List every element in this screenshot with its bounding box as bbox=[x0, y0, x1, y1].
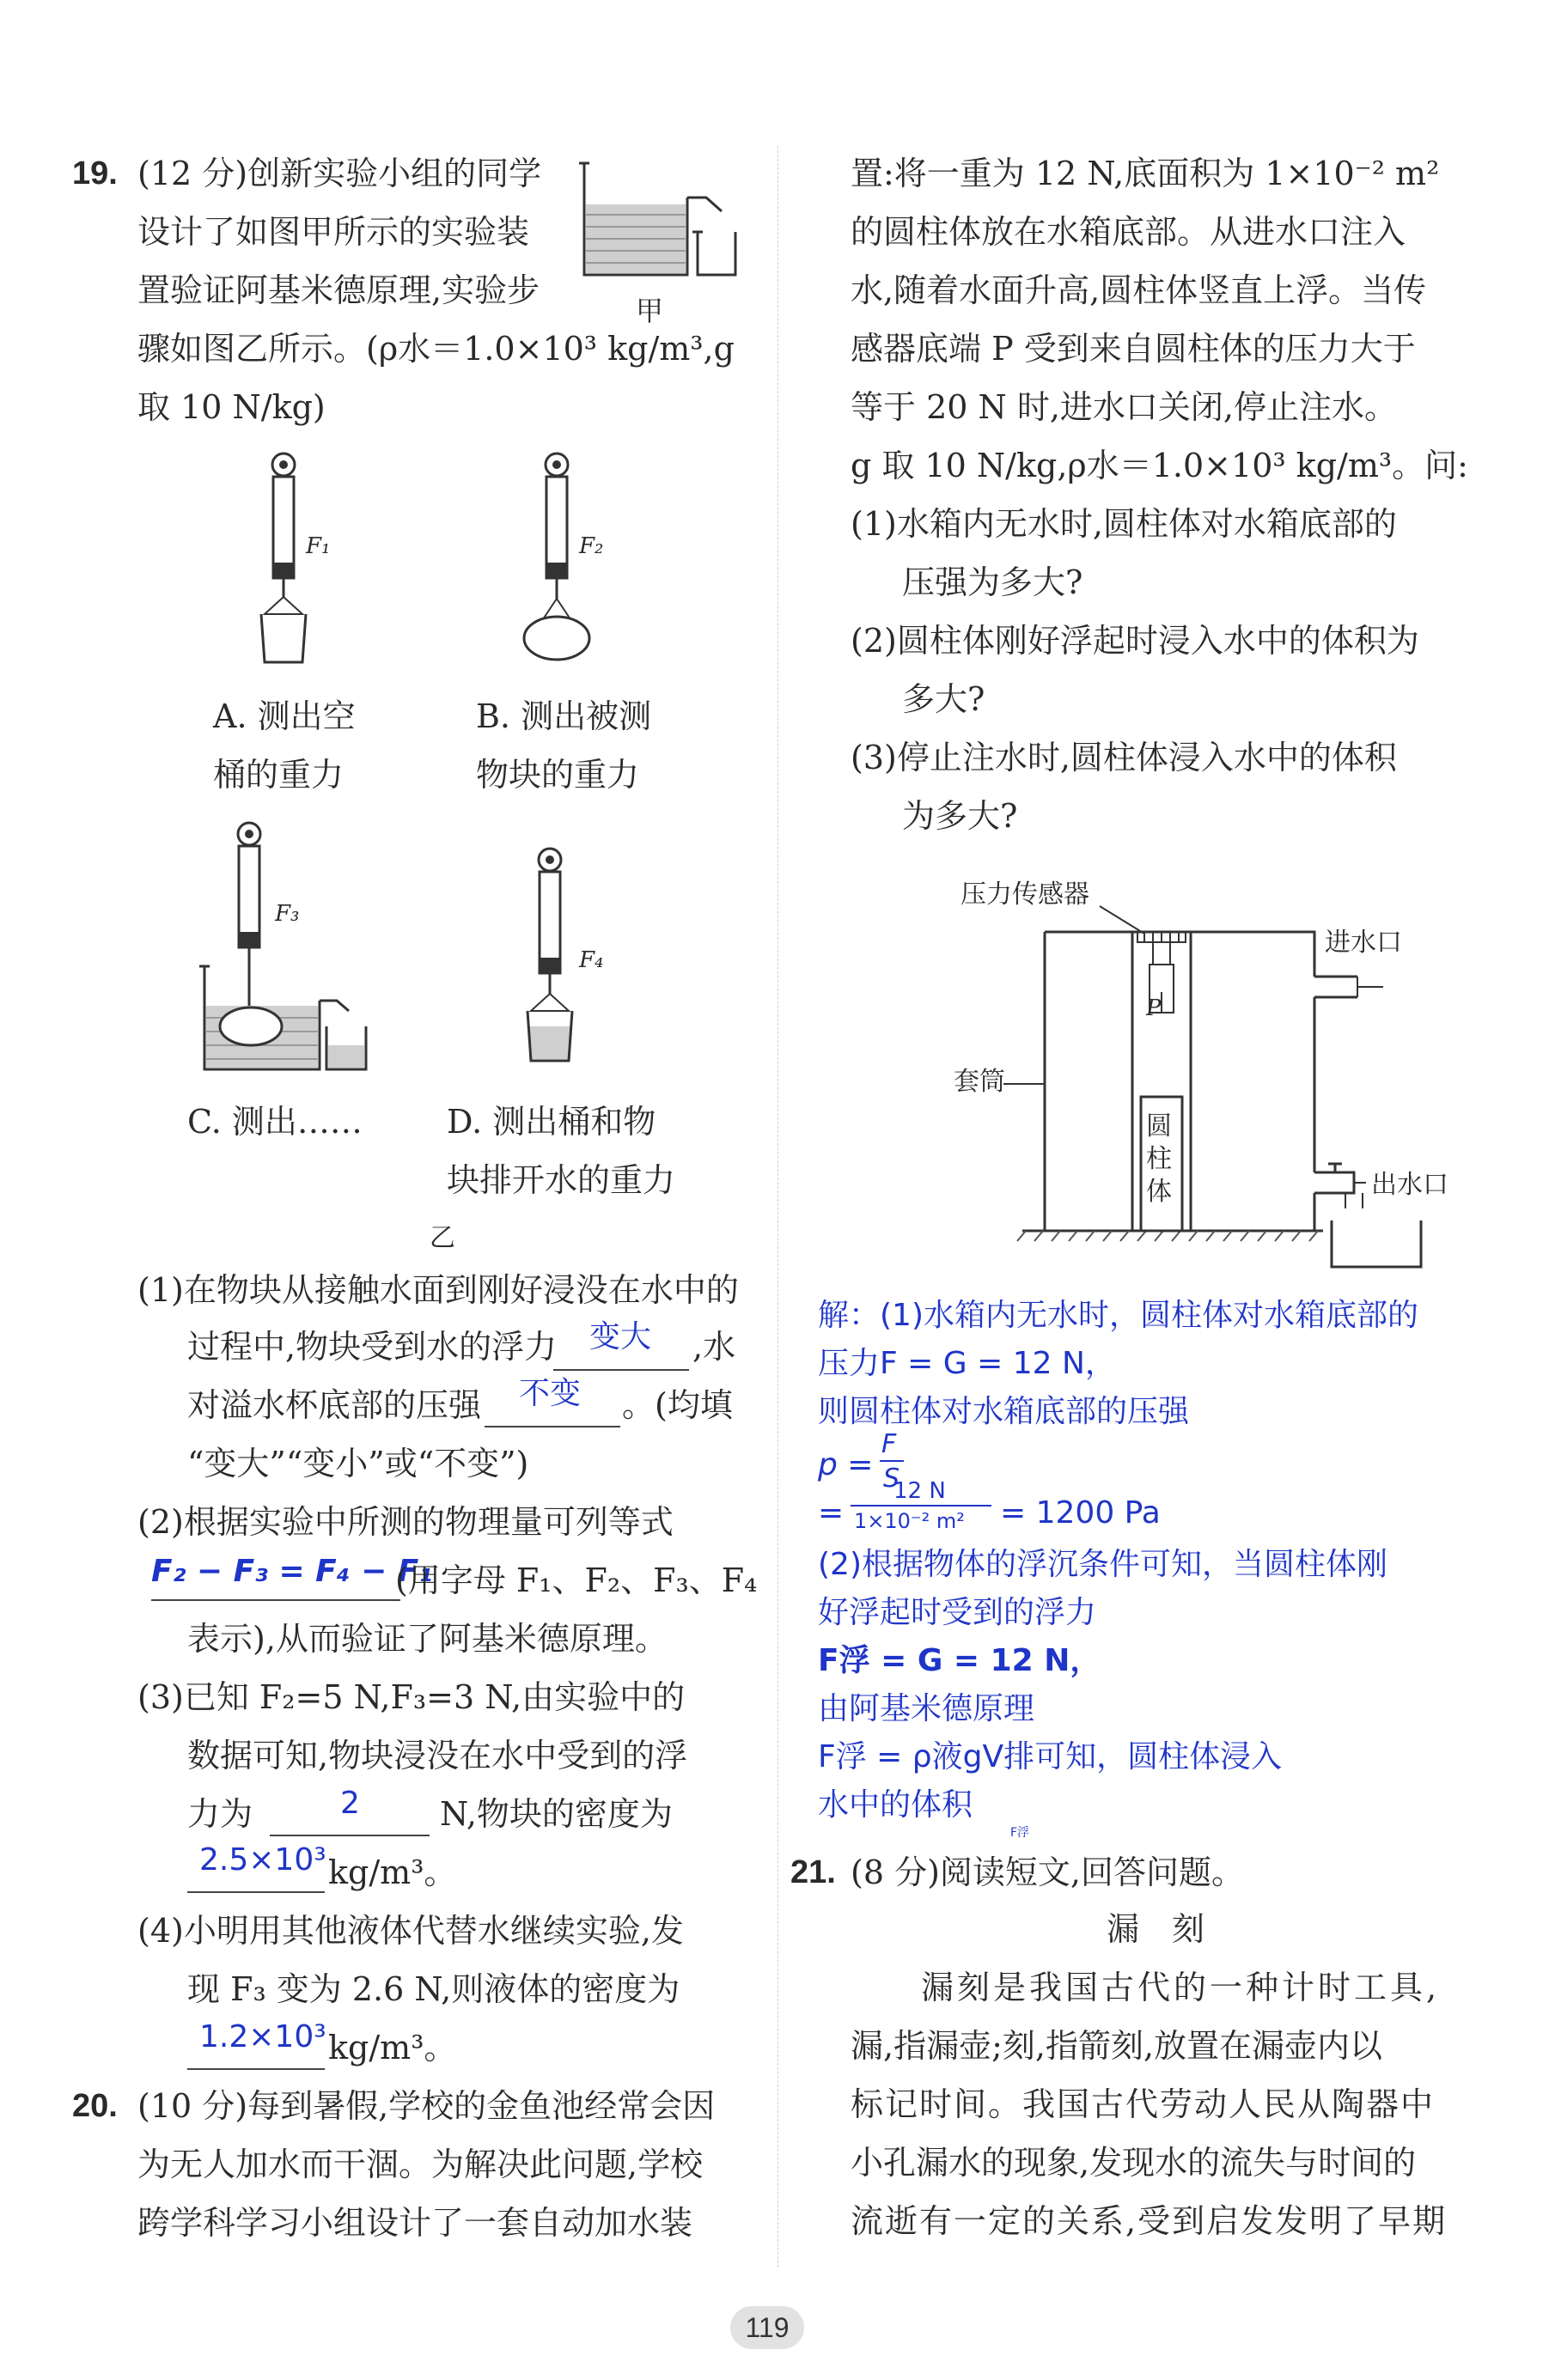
q19-p4-line-1: (4)小明用其他液体代替水继续实验,发 bbox=[137, 1912, 684, 1950]
q19-p1-line-3b: 。(均填 bbox=[622, 1386, 733, 1424]
q19-line-2: 设计了如图甲所示的实验装 bbox=[137, 213, 530, 251]
q20-right-line-10: 多大? bbox=[902, 680, 985, 718]
answer-blank-1 bbox=[553, 1369, 689, 1371]
q20-left-line-2: 为无人加水而干涸。为解决此问题,学校 bbox=[137, 2146, 704, 2183]
q20-right-line-3: 水,随着水面升高,圆柱体竖直上浮。当传 bbox=[851, 271, 1427, 309]
q20-left-line-1: (10 分)每到暑假,学校的金鱼池经常会因 bbox=[137, 2087, 716, 2125]
q21-heading: (8 分)阅读短文,回答问题。 bbox=[851, 1853, 1244, 1891]
q20-right-line-11: (3)停止注水时,圆柱体浸入水中的体积 bbox=[851, 739, 1397, 776]
answer-blank-3 bbox=[151, 1599, 400, 1601]
q20-right-line-9: (2)圆柱体刚好浮起时浸入水中的体积为 bbox=[851, 622, 1419, 660]
spring-scale-c-figure bbox=[198, 820, 404, 1078]
q19-number: 19. bbox=[72, 155, 118, 192]
fig-c-caption-1: C. 测出…… bbox=[187, 1103, 363, 1141]
q21-line-3: 标记时间。我国古代劳动人民从陶器中 bbox=[851, 2085, 1436, 2123]
q19-line-1: (12 分)创新实验小组的同学 bbox=[137, 155, 542, 192]
q19-p3-line-1: (3)已知 F₂=5 N,F₃=3 N,由实验中的 bbox=[137, 1678, 686, 1716]
fig-b-force-label: F₂ bbox=[579, 533, 604, 559]
fig-b-caption-1: B. 测出被测 bbox=[476, 697, 652, 735]
q19-line-3: 置验证阿基米德原理,实验步 bbox=[137, 271, 540, 309]
solution-line-5-result: = 1200 Pa bbox=[1000, 1495, 1161, 1531]
q19-p4-line-2: 现 F₃ 变为 2.6 N,则液体的密度为 bbox=[187, 1970, 680, 2008]
solution-line-6: (2)根据物体的浮沉条件可知，当圆柱体刚 bbox=[818, 1547, 1387, 1582]
label-water-inlet: 进水口 bbox=[1325, 928, 1402, 958]
overflow-cup-figure bbox=[577, 155, 749, 292]
q21-line-5: 流逝有一定的关系,受到启发发明了早期 bbox=[851, 2202, 1448, 2240]
q20-right-line-5: 等于 20 N 时,进水口关闭,停止注水。 bbox=[851, 388, 1398, 426]
solution-fraction-den: S bbox=[883, 1464, 900, 1494]
solution-line-9: 由阿基米德原理 bbox=[818, 1691, 1035, 1726]
fig-yi-label: 乙 bbox=[430, 1223, 455, 1253]
q19-line-5: 取 10 N/kg) bbox=[137, 388, 326, 426]
fig-a-caption-1: A. 测出空 bbox=[213, 697, 356, 735]
solution-line-8: F浮 = G = 12 N， bbox=[818, 1643, 1101, 1678]
q21-line-4: 小孔漏水的现象,发现水的流失与时间的 bbox=[851, 2144, 1417, 2182]
fig-d-caption-2: 块排开水的重力 bbox=[447, 1161, 676, 1199]
answer-blank-4 bbox=[270, 1835, 430, 1836]
q19-p3-line-3a: 力为 bbox=[187, 1795, 253, 1833]
answer-6: 1.2×10³ bbox=[199, 2019, 326, 2054]
q21-line-1: 漏刻是我国古代的一种计时工具, bbox=[921, 1969, 1441, 2006]
solution-line-1: 解：(1)水箱内无水时，圆柱体对水箱底部的 bbox=[818, 1298, 1418, 1333]
solution-line-12: F浮 bbox=[1010, 1826, 1030, 1840]
q20-right-line-2: 的圆柱体放在水箱底部。从进水口注入 bbox=[851, 213, 1406, 251]
answer-blank-5 bbox=[187, 1891, 325, 1893]
solution-line-2: 压力F = G = 12 N， bbox=[818, 1346, 1116, 1381]
q20-left-line-3: 跨学科学习小组设计了一套自动加水装 bbox=[137, 2204, 693, 2242]
spring-scale-b-figure bbox=[522, 451, 625, 674]
fig-d-force-label: F₄ bbox=[579, 947, 604, 973]
solution-line-4: p = bbox=[818, 1447, 874, 1482]
solution-fraction-num: F bbox=[881, 1429, 897, 1459]
q19-p1-line-1: (1)在物块从接触水面到刚好浸没在水中的 bbox=[137, 1271, 739, 1309]
answer-blank-2 bbox=[485, 1426, 620, 1427]
fig-b-caption-2: 物块的重力 bbox=[476, 756, 640, 794]
fig-a-caption-2: 桶的重力 bbox=[213, 756, 345, 794]
solution-line-3: 则圆柱体对水箱底部的压强 bbox=[818, 1394, 1190, 1429]
q21-number: 21. bbox=[790, 1854, 836, 1890]
q19-p1-line-4: “变大”“变小”或“不变”) bbox=[187, 1445, 529, 1482]
answer-4: 2 bbox=[340, 1786, 360, 1821]
q20-right-line-12: 为多大? bbox=[902, 797, 1018, 835]
q19-p2-line-2b: (用字母 F₁、F₂、F₃、F₄ bbox=[395, 1561, 758, 1599]
q20-number: 20. bbox=[72, 2088, 118, 2124]
solution-line-7: 好浮起时受到的浮力 bbox=[818, 1595, 1097, 1630]
solution-line-5-eq: = bbox=[818, 1495, 845, 1531]
q19-p4-line-3b: kg/m³。 bbox=[328, 2029, 457, 2067]
solution-fraction-bar-2 bbox=[851, 1505, 991, 1507]
label-cylinder-1: 圆 bbox=[1146, 1111, 1172, 1141]
fig-c-force-label: F₃ bbox=[275, 901, 300, 927]
solution-fraction2-den: 1×10⁻² m² bbox=[854, 1509, 965, 1533]
fig-d-caption-1: D. 测出桶和物 bbox=[447, 1103, 656, 1141]
q19-p2-line-1: (2)根据实验中所测的物理量可列等式 bbox=[137, 1503, 674, 1541]
q19-p3-line-3b: N,物块的密度为 bbox=[440, 1795, 673, 1833]
q19-p1-line-2a: 过程中,物块受到水的浮力 bbox=[187, 1328, 558, 1366]
label-cylinder-3: 体 bbox=[1146, 1177, 1172, 1207]
q19-p2-line-3: 表示),从而验证了阿基米德原理。 bbox=[187, 1620, 668, 1658]
q19-p3-line-2: 数据可知,物块浸没在水中受到的浮 bbox=[187, 1737, 688, 1774]
q19-p1-line-2b: ,水 bbox=[692, 1328, 736, 1366]
q19-p1-line-3a: 对溢水杯底部的压强 bbox=[187, 1386, 482, 1424]
answer-2: 不变 bbox=[519, 1376, 582, 1411]
answer-blank-6 bbox=[187, 2068, 325, 2070]
answer-5: 2.5×10³ bbox=[199, 1842, 326, 1878]
q20-right-line-1: 置:将一重为 12 N,底面积为 1×10⁻² m² bbox=[851, 155, 1440, 192]
label-p: P bbox=[1146, 995, 1162, 1021]
answer-1: 变大 bbox=[589, 1319, 652, 1354]
q20-right-line-4: 感器底端 P 受到来自圆柱体的压力大于 bbox=[851, 330, 1416, 368]
page-number: 119 bbox=[730, 2306, 804, 2349]
water-tank-diagram bbox=[954, 872, 1486, 1275]
q20-right-line-6: g 取 10 N/kg,ρ水＝1.0×10³ kg/m³。问: bbox=[851, 447, 1468, 484]
fig-a-force-label: F₁ bbox=[306, 533, 331, 559]
solution-line-11: 水中的体积 bbox=[818, 1787, 973, 1823]
q20-right-line-7: (1)水箱内无水时,圆柱体对水箱底部的 bbox=[851, 505, 1397, 543]
solution-line-10: F浮 = ρ液gV排可知，圆柱体浸入 bbox=[818, 1739, 1283, 1774]
spring-scale-a-figure bbox=[249, 451, 352, 674]
q21-title: 漏 刻 bbox=[1107, 1910, 1205, 1948]
answer-3: F₂ − F₃ = F₄ − F₁ bbox=[151, 1554, 433, 1589]
label-water-outlet: 出水口 bbox=[1371, 1170, 1448, 1200]
q19-p3-line-4b: kg/m³。 bbox=[328, 1853, 457, 1891]
label-pressure-sensor: 压力传感器 bbox=[961, 880, 1089, 910]
q19-line-4: 骤如图乙所示。(ρ水＝1.0×10³ kg/m³,g bbox=[137, 330, 735, 368]
q20-right-line-8: 压强为多大? bbox=[902, 563, 1083, 601]
fig-jia-label: 甲 bbox=[636, 295, 664, 327]
q21-line-2: 漏,指漏壶;刻,指箭刻,放置在漏壶内以 bbox=[851, 2027, 1383, 2065]
solution-fraction2-num: 12 N bbox=[893, 1478, 946, 1504]
label-cylinder-2: 柱 bbox=[1146, 1144, 1172, 1174]
label-sleeve: 套筒 bbox=[954, 1067, 1005, 1097]
